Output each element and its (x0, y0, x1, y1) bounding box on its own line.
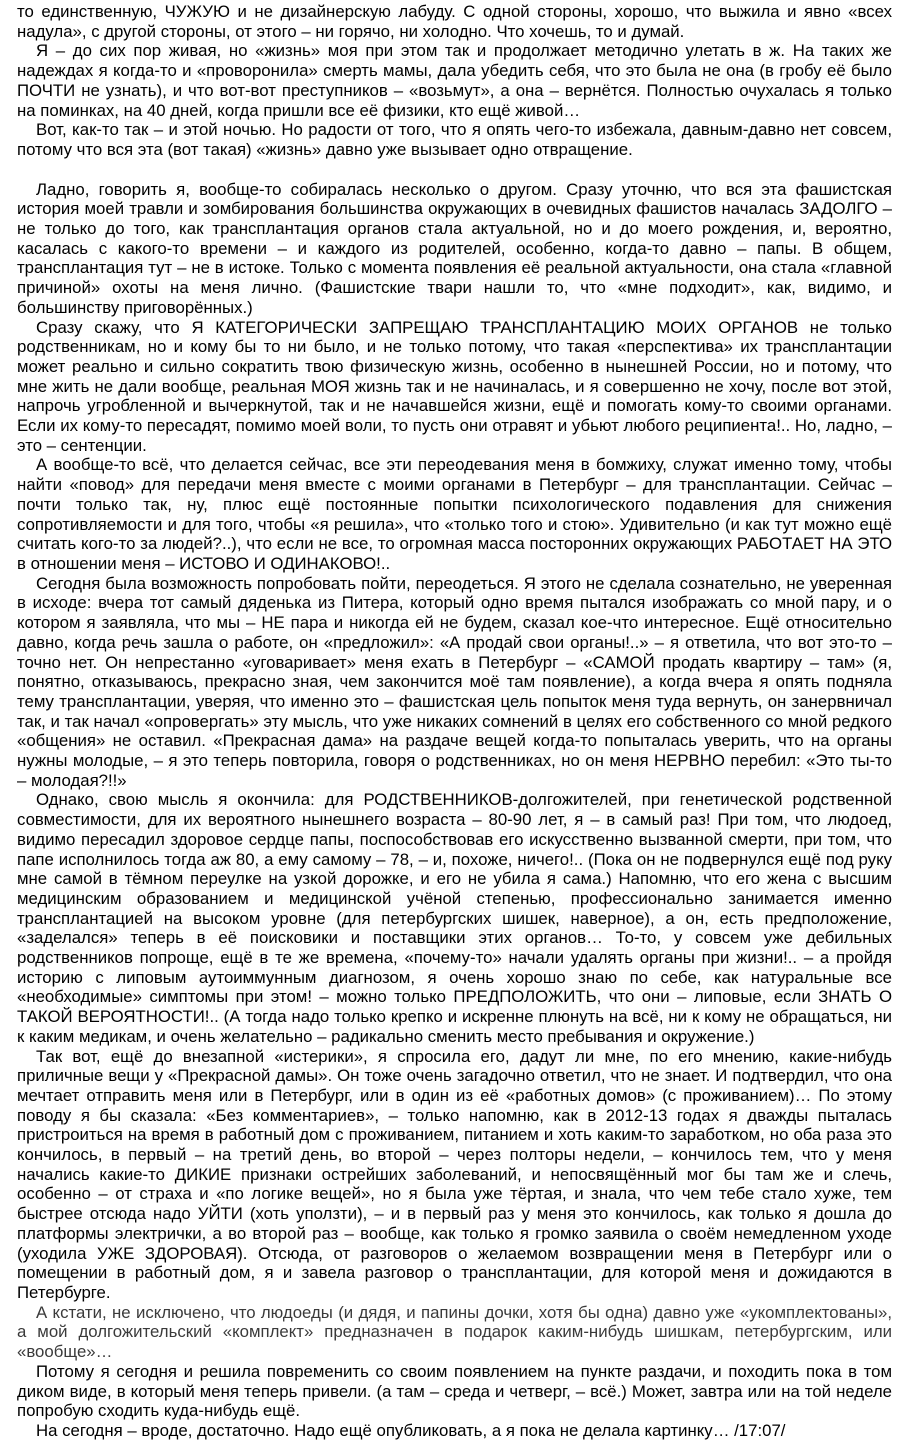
paragraph-4: Ладно, говорить я, вообще-то собиралась несколько о другом. Сразу уточню, что вся эта фашистская история моей травли и зомбирования большинства окружающих в очевидных фашистов началась ЗАДОЛГО – не только до того, как трансплантация органов стала актуальной, но и до моего рождения, и, вероятно, касалась с какого-то времени – и каждого из родителей, особенно, когда-то давно – папы. В общем, трансплантация тут – не в истоке. Только с момента появления её реальной актуальности, она стала «главной причиной» охоты на меня лично. (Фашистские твари нашли то, что «мне подходит», как, видимо, и большинству приговорённых.) (17, 179, 892, 317)
paragraph-8: Однако, свою мысль я окончила: для РОДСТВЕННИКОВ-долгожителей, при генетической родственной совместимости, для их вероятного нынешнего возраста – 80-90 лет, я – в самый раз! При том, что людоед, видимо пересадил здоровое сердце папы, поспособствовав его искусственно вызванной смерти, при том, что папе исполнилось тогда аж 80, а ему самому – 78, – и, похоже, ничего!.. (Пока он не подвернулся ещё под руку мне самой в тёмном переулке на узкой дорожке, и его не убила я сама.) Напомню, что его жена с высшим медицинским образованием и медицинской учёной степенью, профессионально занимается именно трансплантацией на высоком уровне (для петербургских шишек, наверное), а он, есть предположение, «заделался» теперь в её поисковики и поставщики этих органов… То-то, у совсем уже дебильных родственников попроще, ещё в те же времена, «почему-то» начали удалять органы при жизни!.. – а пройдя историю с липовым аутоиммунным диагнозом, я очень хорошо знаю по себе, как натуральные все «необходимые» симптомы при этом! – можно только ПРЕДПОЛОЖИТЬ, что они – липовые, если ЗНАТЬ О ТАКОЙ ВЕРОЯТНОСТИ!.. (А тогда надо только крепко и искренне плюнуть на всё, ни к кому не обращаться, ни к каким медикам, и очень желательно – радикально сменить место пребывания и окружение.) (17, 790, 892, 1046)
paragraph-5: Сразу скажу, что Я КАТЕГОРИЧЕСКИ ЗАПРЕЩАЮ ТРАНСПЛАНТАЦИЮ МОИХ ОРГАНОВ не только родственникам, но и кому бы то ни было, и не только потому, что такая «перспектива» их трансплантации может реально и сильно сократить твою физическую жизнь, особенно в нынешней России, но и потому, что мне жить не дали вообще, реальная МОЯ жизнь так и не начиналась, и я совершенно не хочу, после вот этой, напрочь угробленной и вычеркнутой, так и не начавшейся жизни, ещё и помогать кому-то своими органами. Если их кому-то пересадят, помимо моей воли, то пусть они отравят и убьют любого реципиента!.. Но, ладно, – это – сентенции. (17, 317, 892, 455)
paragraph-3: Вот, как-то так – и этой ночью. Но радости от того, что я опять чего-то избежала, давным-давно нет совсем, потому что вся эта (вот такая) «жизнь» давно уже вызывает одно отвращение. (17, 120, 892, 159)
paragraph-10: А кстати, не исключено, что людоеды (и дядя, и папины дочки, хотя бы одна) давно уже «укомплектованы», а мой долгожительский «комплект» предназначен в подарок каким-нибудь шишкам, петербургским, или «вообще»… (17, 1302, 892, 1362)
paragraph-9: Так вот, ещё до внезапной «истерики», я спросила его, дадут ли мне, по его мнению, какие-нибудь приличные вещи у «Прекрасной дамы». Он тоже очень загадочно ответил, что не знает. И подтвердил, что она мечтает отправить меня или в Петербург, или в один из её «работных домов» (с проживанием)… По этому поводу я бы сказала: «Без комментариев», – только напомню, как в 2012-13 годах я дважды пыталась пристроиться на время в работный дом с проживанием, питанием и хоть каким-то заработком, но оба раза это кончилось, в первый – на третий день, во второй – через полторы недели, – кончилось тем, что у меня начались какие-то ДИКИЕ признаки острейших заболеваний, и непосвящённый мог бы там же и слечь, особенно – от страха и «по логике вещей», но я была уже тёртая, и знала, что чем тебе стало хуже, тем быстрее отсюда надо УЙТИ (хоть уползти), – и в первый раз у меня это кончилось, как только я дошла до платформы электрички, а во второй раз – вообще, как только я громко заявила о своём немедленном уходе (уходила УЖЕ ЗДОРОВАЯ). Отсюда, от разговоров о желаемом возвращении меня в Петербург или о помещении в работный дом, я и завела разговор о трансплантации, для которой меня и дожидаются в Петербурге. (17, 1046, 892, 1302)
paragraph-1: то единственную, ЧУЖУЮ и не дизайнерскую лабуду. С одной стороны, хорошо, что выжила и явно «всех надула», с другой стороны, от этого – ни горячо, ни холодно. Что хочешь, то и думай. (17, 2, 892, 41)
paragraph-12: На сегодня – вроде, достаточно. Надо ещё опубликовать, а я пока не делала картинку… /17:07/ (36, 1420, 786, 1440)
paragraph-2: Я – до сих пор живая, но «жизнь» моя при этом так и продолжает методично улетать в ж. На таких же надеждах я когда-то и «проворонила» смерть мамы, дала убедить себя, что это была не она (в гробу её было ПОЧТИ не узнать), и что вот-вот преступников – «возьмут», а она – вернётся. Полностью очухалась я только на поминках, на 40 дней, когда пришли все её физики, кто ещё живой… (17, 41, 892, 120)
paragraph-11: Потому я сегодня и решила повременить со своим появлением на пункте раздачи, и походить пока в том диком виде, в который меня теперь привели. (а там – среда и четверг, – всё.) Может, завтра или на той неделе попробую сходить куда-нибудь ещё. (17, 1361, 892, 1421)
paragraph-7: Сегодня была возможность попробовать пойти, переодеться. Я этого не сделала сознательно, не уверенная в исходе: вчера тот самый дяденька из Питера, который одно время пытался изображать со мной пару, и о котором я заявляла, что мы – НЕ пара и никогда ей не будем, сказал кое-что интересное. Ещё относительно давно, когда речь зашла о работе, он «предложил»: «А продай свои органы!..» – я ответила, что вот это-то – точно нет. Он непрестанно «уговаривает» меня ехать в Петербург – «САМОЙ продать квартиру – там» (я, понятно, отказываюсь, прекрасно зная, чем закончится моё там появление), а когда вчера я опять подняла тему трансплантации, уверяя, что именно это – фашистская цель попыток меня туда вернуть, он занервничал так, и так начал «опровергать» эту мысль, что уже никаких сомнений в целях его собственного со мной редкого «общения» не оставил. «Прекрасная дама» на раздаче вещей когда-то попыталась уверить, что на органы нужны молодые, – я это теперь повторила, говоря о родственниках, но он меня НЕРВНО перебил: «Это ты-то – молодая?!!» (17, 573, 892, 790)
paragraph-6: А вообще-то всё, что делается сейчас, все эти переодевания меня в бомжиху, служат именно тому, чтобы найти «повод» для передачи меня вместе с моими органами в Петербург – для трансплантации. Сейчас – почти только так, ну, плюс ещё постоянные попытки психологического подавления для снижения сопротивляемости и для того, чтобы «я решила», что «только того и стою». Удивительно (и как тут можно ещё считать кого-то за людей?..), что если не все, то огромная масса посторонних окружающих РАБОТАЕТ НА ЭТО в отношении меня – ИСТОВО И ОДИНАКОВО!.. (17, 455, 892, 573)
